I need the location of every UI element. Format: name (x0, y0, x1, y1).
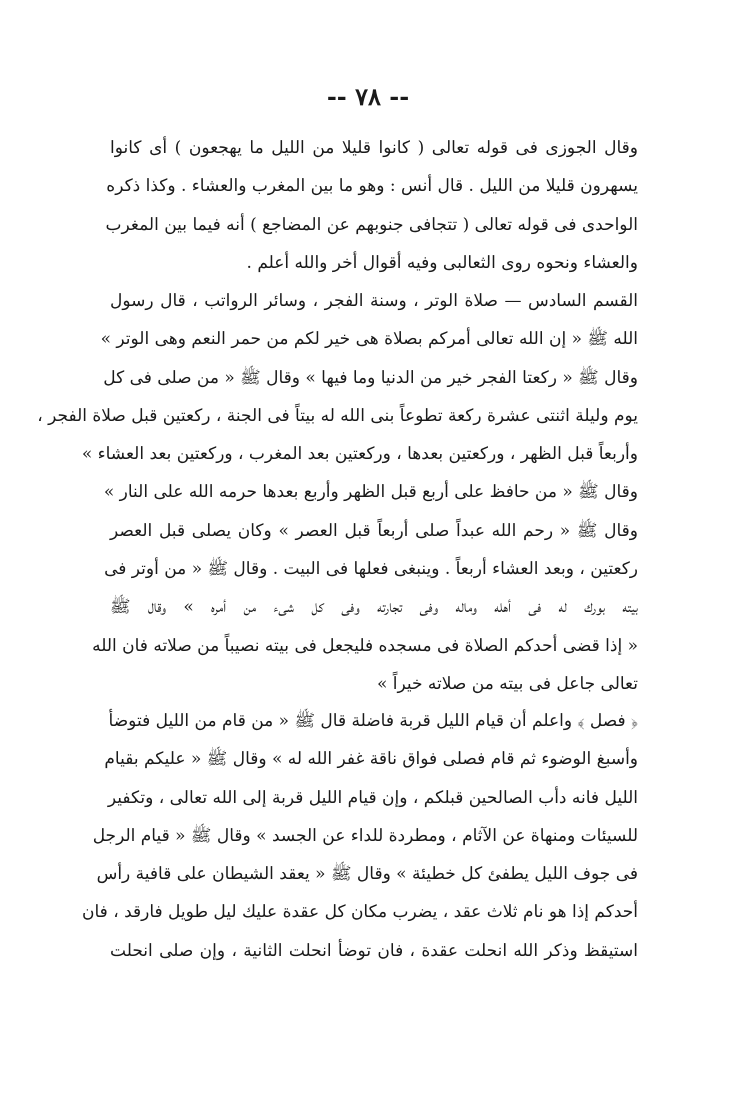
text-line: بيته بورك له فى أهله وماله وفى تجارته وفى كل شىء من أمره » وقال ﷺ (110, 597, 638, 618)
text-line: أحدكم إذا هو نام ثلاث عقد ، يضرب مكان كل عقدة عليك ليل طويل فارقد ، فان (82, 902, 638, 923)
text-line: وقال ﷺ « رحم الله عبداً صلى أربعاً قبل العصر » وكان يصلى قبل العصر (110, 520, 638, 541)
text-line: تعالى جاعل فى بيته من صلاته خيراً » (376, 673, 638, 694)
text-line: وقال ﷺ « من حافظ على أربع قبل الظهر وأربع بعدها حرمه الله على النار » (103, 482, 638, 503)
paragraph-night-prayer (82, 702, 638, 970)
text-line: يوم وليلة اثنتى عشرة ركعة تطوعاً بنى الله له بيتاً فى الجنة ، ركعتين قبل صلاة الفجر ، (37, 405, 638, 426)
text-line: وأسبغ الوضوء ثم قام فصلى فواق ناقة غفر الله له » وقال ﷺ « عليكم بقيام (104, 749, 638, 770)
scan-artifact (8, 1072, 11, 1086)
paragraph-tafsir (105, 129, 638, 282)
text-line: للسيئات ومنهاة عن الآثام ، ومطردة للداء عن الجسد » وقال ﷺ « قيام الرجل (92, 825, 638, 846)
text-line: فى جوف الليل يطفئ كل خطيئة » وقال ﷺ « يعقد الشيطان على قافية رأس (96, 864, 638, 885)
text-line: والعشاء ونحوه روى الثعالبى وفيه أقوال أخر والله أعلم . (246, 252, 638, 273)
text-line: الليل فانه دأب الصالحين قبلكم ، وإن قيام الليل قربة إلى الله تعالى ، وتكفير (107, 787, 638, 808)
text-line: الله ﷺ « إن الله تعالى أمركم بصلاة هى خير لكم من حمر النعم وهى الوتر » (100, 329, 638, 350)
paragraph-witr-section (37, 282, 638, 703)
text-line: وأربعاً قبل الظهر ، وركعتين بعدها ، وركعتين بعد المغرب ، وركعتين بعد العشاء » (81, 444, 638, 465)
text-line: ﴿ فصل ﴾ واعلم أن قيام الليل قربة فاضلة قال ﷺ « من قام من الليل فتوضأ (108, 711, 638, 731)
text-line: الواحدى فى قوله تعالى ( تتجافى جنوبهم عن المضاجع ) أنه فيما بين المغرب (105, 214, 638, 235)
text-line: « إذا قضى أحدكم الصلاة فى مسجده فليجعل فى بيته نصيباً من صلاته فان الله (92, 635, 638, 656)
text-line: استيقظ وذكر الله انحلت عقدة ، فان توضأ انحلت الثانية ، وإن صلى انحلت (110, 940, 638, 961)
text-line: وقال ﷺ « ركعتا الفجر خير من الدنيا وما فيها » وقال ﷺ « من صلى فى كل (103, 367, 638, 388)
page-number: -- ٧٨ -- (326, 82, 410, 111)
text-line: يسهرون قليلا من الليل . قال أنس : وهو ما بين المغرب والعشاء . وكذا ذكره (106, 176, 638, 197)
text-line: ركعتين ، وبعد العشاء أربعاً . وينبغى فعلها فى البيت . وقال ﷺ « من أوتر فى (104, 559, 638, 580)
text-line: وقال الجوزى فى قوله تعالى ( كانوا قليلا من الليل ما يهجعون ) أى كانوا (110, 138, 638, 158)
text-line: القسم السادس — صلاة الوتر ، وسنة الفجر ، وسائر الرواتب ، قال رسول (110, 291, 638, 311)
